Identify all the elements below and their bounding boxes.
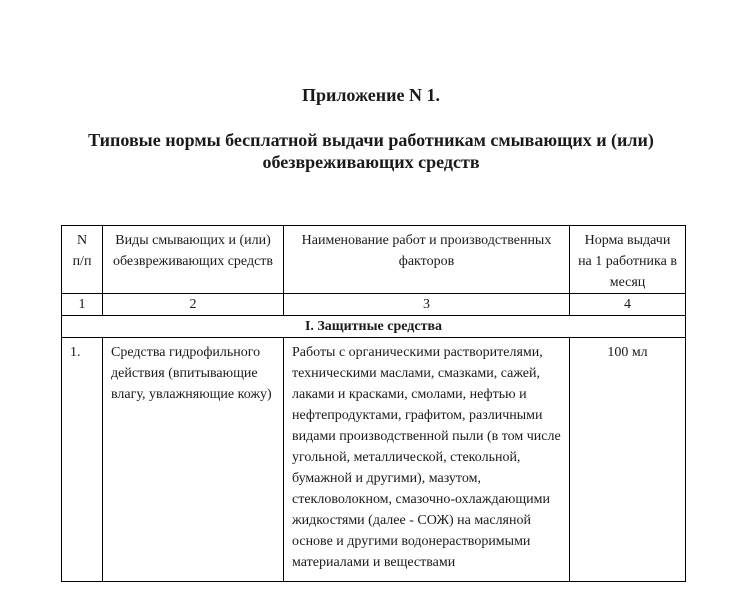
document-title: Типовые нормы бесплатной выдачи работникам смывающих и (или) обезвреживающих средств	[88, 130, 654, 172]
row-means-type: Средства гидрофильного действия (впитывающие влагу, увлажняющие кожу)	[103, 338, 284, 582]
table-header-row	[62, 226, 686, 294]
row-number: 1.	[62, 338, 103, 582]
table-row	[62, 338, 686, 582]
column-number: 4	[570, 294, 686, 316]
column-number: 3	[284, 294, 570, 316]
header-cell-norm: Норма выдачи на 1 работника в месяц	[570, 226, 686, 294]
norms-table	[61, 225, 686, 582]
column-number: 1	[62, 294, 103, 316]
row-works-description: Работы с органическими растворителями, техническими маслами, смазками, сажей, лаками и красками, смолами, нефтью и нефтепродуктами, графитом, различными видами производственной пыли (в том числе угольной, металлической, стекольной, бумажной и другими), мазутом, стекловолокном, смазочно-охлаждающими жидкостями (далее - СОЖ) на масляной основе и другими водонерастворимыми материалами и веществами	[284, 338, 570, 582]
header-cell-number: N п/п	[62, 226, 103, 294]
header-cell-works: Наименование работ и производственных факторов	[284, 226, 570, 294]
column-number-row	[62, 294, 686, 316]
appendix-title: Приложение N 1.	[301, 85, 441, 105]
section-row	[62, 316, 686, 338]
row-norm: 100 мл	[570, 338, 686, 582]
column-number: 2	[103, 294, 284, 316]
header-cell-type: Виды смывающих и (или) обезвреживающих средств	[103, 226, 284, 294]
norms-table-container	[61, 225, 685, 582]
section-title: I. Защитные средства	[62, 316, 686, 338]
